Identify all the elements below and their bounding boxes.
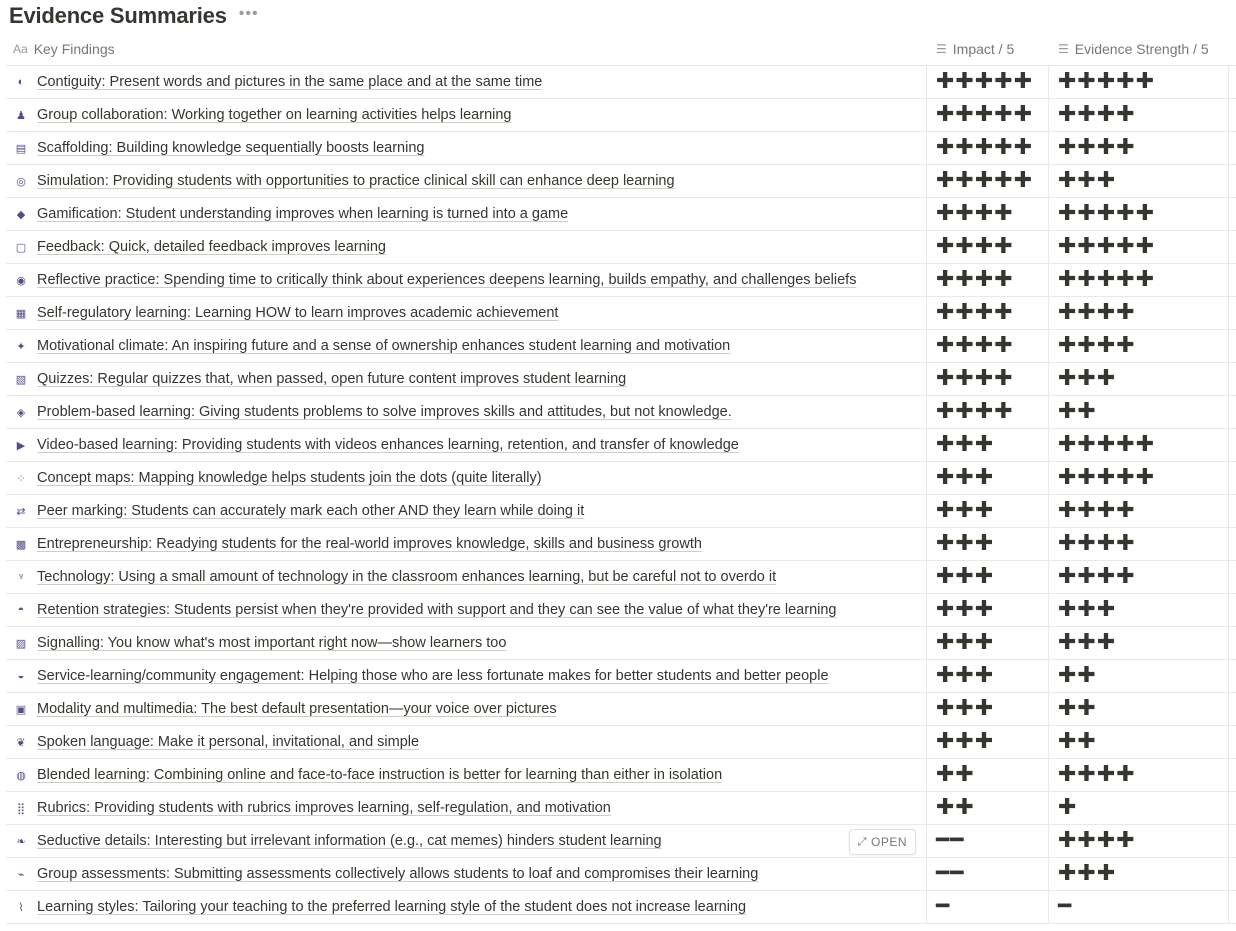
evidence-strength-cell[interactable] bbox=[1048, 363, 1229, 395]
key-finding-cell[interactable] bbox=[6, 759, 926, 791]
evidence-strength-cell[interactable] bbox=[1048, 891, 1229, 923]
page-icon: ◎ bbox=[16, 175, 26, 188]
impact-rating: ✚✚✚✚ bbox=[936, 234, 1014, 259]
impact-cell[interactable] bbox=[926, 330, 1048, 362]
impact-cell[interactable] bbox=[926, 594, 1048, 626]
key-finding-link[interactable]: Group assessments: Submitting assessments collectively allows students to loaf and compromises their learning bbox=[37, 866, 759, 882]
impact-rating: ✚✚✚ bbox=[936, 663, 995, 688]
table-row[interactable] bbox=[6, 759, 1236, 792]
impact-rating: ✚✚✚ bbox=[936, 432, 995, 457]
table-row[interactable] bbox=[6, 264, 1236, 297]
key-finding-link[interactable]: Problem-based learning: Giving students problems to solve improves skills and attitudes, but not knowledge. bbox=[37, 404, 732, 420]
impact-rating: ✚✚ bbox=[936, 795, 975, 820]
evidence-strength-cell[interactable] bbox=[1048, 660, 1229, 692]
impact-rating: ✚✚✚✚ bbox=[936, 399, 1014, 424]
page-icon: ◈ bbox=[16, 406, 26, 419]
page-icon: ◐ bbox=[17, 76, 25, 88]
page-icon: ⌁ bbox=[17, 868, 25, 881]
impact-rating: ✚✚✚ bbox=[936, 498, 995, 523]
evidence-strength-cell[interactable] bbox=[1048, 627, 1229, 659]
impact-cell[interactable] bbox=[926, 528, 1048, 560]
evidence-strength-rating: ✚✚✚✚✚ bbox=[1058, 201, 1156, 226]
key-finding-cell[interactable] bbox=[6, 132, 926, 164]
impact-rating: ✚✚✚ bbox=[936, 465, 995, 490]
evidence-strength-rating: ✚✚✚✚ bbox=[1058, 498, 1136, 523]
key-finding-link[interactable]: Simulation: Providing students with opportunities to practice clinical skill can enhance deep learning bbox=[37, 173, 675, 189]
table-row[interactable] bbox=[6, 198, 1236, 231]
evidence-strength-rating: ✚✚✚ bbox=[1058, 366, 1117, 391]
key-finding-cell[interactable] bbox=[6, 627, 926, 659]
key-finding-cell[interactable] bbox=[6, 726, 926, 758]
evidence-strength-cell[interactable] bbox=[1048, 792, 1229, 824]
table-row[interactable] bbox=[6, 429, 1236, 462]
table-row[interactable] bbox=[6, 363, 1236, 396]
page-icon: ▣ bbox=[15, 703, 27, 716]
impact-rating: ━ bbox=[936, 894, 951, 919]
table-row[interactable] bbox=[6, 132, 1236, 165]
impact-cell[interactable] bbox=[926, 495, 1048, 527]
impact-rating: ✚✚✚ bbox=[936, 531, 995, 556]
impact-rating: ✚✚✚✚ bbox=[936, 366, 1014, 391]
key-finding-cell[interactable] bbox=[6, 66, 926, 98]
table-row[interactable] bbox=[6, 858, 1236, 891]
evidence-strength-cell[interactable] bbox=[1048, 264, 1229, 296]
column-header-evidence-strength[interactable] bbox=[1048, 32, 1229, 65]
key-finding-link[interactable]: Quizzes: Regular quizzes that, when passed, open future content improves student learning bbox=[37, 371, 627, 387]
impact-rating: ✚✚✚ bbox=[936, 729, 995, 754]
key-finding-link[interactable]: Feedback: Quick, detailed feedback improves learning bbox=[37, 239, 386, 255]
table-row[interactable] bbox=[6, 693, 1236, 726]
key-finding-link[interactable]: Gamification: Student understanding improves when learning is turned into a game bbox=[37, 206, 569, 222]
table-row[interactable] bbox=[6, 528, 1236, 561]
column-label: Impact / 5 bbox=[952, 40, 1015, 57]
impact-cell[interactable] bbox=[926, 561, 1048, 593]
page-icon: ✦ bbox=[16, 340, 26, 353]
evidence-strength-cell[interactable] bbox=[1048, 825, 1229, 857]
impact-rating: ━━ bbox=[936, 828, 965, 853]
key-finding-link[interactable]: Reflective practice: Spending time to critically think about experiences deepens learning, builds empathy, and challenges beliefs bbox=[37, 272, 857, 288]
key-finding-link[interactable]: Motivational climate: An inspiring future and a sense of ownership enhances student learning and motivation bbox=[37, 338, 731, 354]
evidence-strength-rating: ✚✚✚✚ bbox=[1058, 828, 1136, 853]
impact-cell[interactable] bbox=[926, 792, 1048, 824]
impact-cell[interactable] bbox=[926, 858, 1048, 890]
impact-rating: ✚✚✚ bbox=[936, 696, 995, 721]
key-finding-link[interactable]: Retention strategies: Students persist when they're provided with support and they can see the value of what they're learning bbox=[37, 602, 837, 618]
evidence-strength-rating: ✚✚✚✚ bbox=[1058, 300, 1136, 325]
evidence-strength-cell[interactable] bbox=[1048, 297, 1229, 329]
impact-rating: ✚✚✚✚ bbox=[936, 333, 1014, 358]
impact-cell[interactable] bbox=[926, 66, 1048, 98]
evidence-strength-rating: ✚✚✚ bbox=[1058, 630, 1117, 655]
table-row[interactable] bbox=[6, 891, 1236, 924]
key-finding-cell[interactable] bbox=[6, 561, 926, 593]
table-row[interactable] bbox=[6, 594, 1236, 627]
text-lines-icon: ☰ bbox=[1058, 41, 1069, 56]
impact-cell[interactable] bbox=[926, 297, 1048, 329]
page-icon: ⌇ bbox=[18, 901, 24, 914]
text-lines-icon: ☰ bbox=[936, 41, 947, 56]
table-row[interactable] bbox=[6, 99, 1236, 132]
evidence-strength-rating: ✚✚✚✚✚ bbox=[1058, 234, 1156, 259]
key-finding-cell[interactable] bbox=[6, 858, 926, 890]
impact-rating: ✚✚✚ bbox=[936, 630, 995, 655]
table-row[interactable] bbox=[6, 825, 1236, 858]
impact-cell[interactable] bbox=[926, 132, 1048, 164]
evidence-strength-cell[interactable] bbox=[1048, 165, 1229, 197]
impact-rating: ✚✚✚ bbox=[936, 564, 995, 589]
key-finding-cell[interactable] bbox=[6, 231, 926, 263]
evidence-strength-cell[interactable] bbox=[1048, 594, 1229, 626]
table-row[interactable] bbox=[6, 660, 1236, 693]
evidence-strength-cell[interactable] bbox=[1048, 528, 1229, 560]
key-finding-link[interactable]: Seductive details: Interesting but irrelevant information (e.g., cat memes) hinders student learning bbox=[37, 833, 662, 849]
key-finding-link[interactable]: Blended learning: Combining online and face-to-face instruction is better for learning than either in isolation bbox=[37, 767, 723, 783]
impact-rating: ✚✚✚✚✚ bbox=[936, 135, 1034, 160]
page-icon: ♆ bbox=[16, 571, 26, 583]
key-finding-cell[interactable] bbox=[6, 297, 926, 329]
impact-cell[interactable] bbox=[926, 429, 1048, 461]
key-finding-link[interactable]: Group collaboration: Working together on learning activities helps learning bbox=[37, 107, 512, 123]
key-finding-cell[interactable] bbox=[6, 429, 926, 461]
open-label: OPEN bbox=[870, 835, 907, 849]
table-row[interactable] bbox=[6, 462, 1236, 495]
key-finding-link[interactable]: Contiguity: Present words and pictures in the same place and at the same time bbox=[37, 74, 543, 90]
impact-cell[interactable] bbox=[926, 759, 1048, 791]
key-finding-link[interactable]: Modality and multimedia: The best default presentation—your voice over pictures bbox=[37, 701, 557, 717]
table-body bbox=[6, 66, 1236, 924]
evidence-strength-rating: ✚✚✚✚✚ bbox=[1058, 267, 1156, 292]
impact-cell[interactable] bbox=[926, 231, 1048, 263]
table-row[interactable] bbox=[6, 297, 1236, 330]
evidence-strength-rating: ✚✚✚✚✚ bbox=[1058, 69, 1156, 94]
column-label: Key Findings bbox=[33, 40, 115, 57]
key-finding-cell[interactable] bbox=[6, 99, 926, 131]
key-finding-cell[interactable] bbox=[6, 594, 926, 626]
page-icon: ▶ bbox=[16, 439, 26, 452]
impact-cell[interactable] bbox=[926, 264, 1048, 296]
table-row[interactable] bbox=[6, 561, 1236, 594]
expand-icon: ⤢ bbox=[857, 835, 867, 848]
database-table bbox=[6, 32, 1236, 924]
evidence-strength-rating: ✚✚✚✚✚ bbox=[1058, 465, 1156, 490]
evidence-strength-rating: ✚✚✚✚ bbox=[1058, 564, 1136, 589]
impact-cell[interactable] bbox=[926, 198, 1048, 230]
impact-cell[interactable] bbox=[926, 693, 1048, 725]
page-icon: ⣿ bbox=[16, 802, 26, 815]
key-finding-cell[interactable] bbox=[6, 660, 926, 692]
evidence-strength-cell[interactable] bbox=[1048, 330, 1229, 362]
page-icon: ◒ bbox=[17, 670, 25, 682]
evidence-strength-rating: ✚✚ bbox=[1058, 663, 1097, 688]
column-header-impact[interactable] bbox=[926, 32, 1048, 65]
table-row[interactable] bbox=[6, 165, 1236, 198]
evidence-strength-rating: ✚✚✚✚ bbox=[1058, 762, 1136, 787]
page-icon: ▦ bbox=[15, 307, 27, 320]
page-icon: ⇄ bbox=[16, 505, 26, 518]
impact-cell[interactable] bbox=[926, 627, 1048, 659]
page-title: Evidence Summaries bbox=[9, 3, 227, 28]
ellipsis-icon[interactable]: ••• bbox=[238, 5, 259, 22]
evidence-strength-rating: ✚✚ bbox=[1058, 696, 1097, 721]
key-finding-cell[interactable] bbox=[6, 264, 926, 296]
key-finding-link[interactable]: Peer marking: Students can accurately mark each other AND they learn while doing it bbox=[37, 503, 585, 519]
evidence-strength-cell[interactable] bbox=[1048, 726, 1229, 758]
key-finding-cell[interactable] bbox=[6, 693, 926, 725]
key-finding-cell[interactable] bbox=[6, 396, 926, 428]
impact-cell[interactable] bbox=[926, 396, 1048, 428]
page-icon: ▧ bbox=[15, 373, 27, 386]
impact-cell[interactable] bbox=[926, 99, 1048, 131]
evidence-strength-rating: ✚✚✚ bbox=[1058, 168, 1117, 193]
key-finding-link[interactable]: Entrepreneurship: Readying students for the real-world improves knowledge, skills and business growth bbox=[37, 536, 702, 552]
impact-rating: ✚✚✚✚✚ bbox=[936, 102, 1034, 127]
key-finding-link[interactable]: Self-regulatory learning: Learning HOW to learn improves academic achievement bbox=[37, 305, 559, 321]
evidence-strength-cell[interactable] bbox=[1048, 66, 1229, 98]
key-finding-cell[interactable] bbox=[6, 528, 926, 560]
page-icon: ▢ bbox=[15, 241, 27, 254]
evidence-strength-cell[interactable] bbox=[1048, 561, 1229, 593]
table-row[interactable] bbox=[6, 66, 1236, 99]
impact-cell[interactable] bbox=[926, 726, 1048, 758]
evidence-strength-cell[interactable] bbox=[1048, 132, 1229, 164]
evidence-strength-cell[interactable] bbox=[1048, 429, 1229, 461]
table-row[interactable] bbox=[6, 495, 1236, 528]
table-row[interactable] bbox=[6, 726, 1236, 759]
key-finding-link[interactable]: Service-learning/community engagement: Helping those who are less fortunate makes for better students and better people bbox=[37, 668, 829, 684]
evidence-strength-rating: ✚✚ bbox=[1058, 729, 1097, 754]
column-header-key-findings[interactable] bbox=[6, 32, 926, 65]
evidence-strength-rating: ✚✚✚✚✚ bbox=[1058, 432, 1156, 457]
impact-rating: ✚✚✚ bbox=[936, 597, 995, 622]
key-finding-cell[interactable] bbox=[6, 363, 926, 395]
key-finding-link[interactable]: Rubrics: Providing students with rubrics improves learning, self-regulation, and motivation bbox=[37, 800, 611, 816]
key-finding-cell[interactable] bbox=[6, 891, 926, 923]
title-property-icon: Aa bbox=[13, 41, 28, 56]
table-row[interactable] bbox=[6, 396, 1236, 429]
key-finding-link[interactable]: Scaffolding: Building knowledge sequentially boosts learning bbox=[37, 140, 425, 156]
key-finding-cell[interactable] bbox=[6, 198, 926, 230]
impact-cell[interactable] bbox=[926, 891, 1048, 923]
page-icon: ◆ bbox=[16, 208, 26, 221]
evidence-strength-rating: ✚✚✚✚ bbox=[1058, 333, 1136, 358]
key-finding-cell[interactable] bbox=[6, 330, 926, 362]
evidence-strength-rating: ✚✚✚✚ bbox=[1058, 135, 1136, 160]
key-finding-cell[interactable] bbox=[6, 462, 926, 494]
evidence-strength-cell[interactable] bbox=[1048, 759, 1229, 791]
column-label: Evidence Strength / 5 bbox=[1074, 40, 1209, 57]
evidence-strength-cell[interactable] bbox=[1048, 462, 1229, 494]
page-icon: ❦ bbox=[16, 736, 26, 749]
table-row[interactable] bbox=[6, 627, 1236, 660]
impact-cell[interactable] bbox=[926, 363, 1048, 395]
impact-rating: ✚✚✚✚✚ bbox=[936, 168, 1034, 193]
table-row[interactable] bbox=[6, 231, 1236, 264]
key-finding-cell[interactable] bbox=[6, 792, 926, 824]
impact-rating: ✚✚✚✚ bbox=[936, 201, 1014, 226]
evidence-strength-rating: ✚✚ bbox=[1058, 399, 1097, 424]
evidence-strength-cell[interactable] bbox=[1048, 99, 1229, 131]
page-header bbox=[9, 2, 259, 30]
evidence-strength-rating: ━ bbox=[1058, 894, 1073, 919]
impact-cell[interactable] bbox=[926, 462, 1048, 494]
page-icon: ▤ bbox=[15, 142, 27, 155]
impact-cell[interactable] bbox=[926, 165, 1048, 197]
impact-rating: ✚✚✚✚✚ bbox=[936, 69, 1034, 94]
key-finding-cell[interactable] bbox=[6, 165, 926, 197]
key-finding-cell[interactable] bbox=[6, 495, 926, 527]
impact-rating: ━━ bbox=[936, 861, 965, 886]
impact-rating: ✚✚✚✚ bbox=[936, 300, 1014, 325]
evidence-strength-rating: ✚✚✚✚ bbox=[1058, 102, 1136, 127]
evidence-strength-rating: ✚✚✚ bbox=[1058, 861, 1117, 886]
page-icon: ⁘ bbox=[16, 472, 26, 485]
impact-cell[interactable] bbox=[926, 660, 1048, 692]
page-icon: ◉ bbox=[16, 274, 26, 287]
page-icon: ▩ bbox=[15, 538, 27, 551]
evidence-strength-cell[interactable] bbox=[1048, 198, 1229, 230]
key-finding-link[interactable]: Spoken language: Make it personal, invitational, and simple bbox=[37, 734, 420, 750]
page-icon: ▨ bbox=[15, 637, 27, 650]
evidence-strength-cell[interactable] bbox=[1048, 858, 1229, 890]
table-row[interactable] bbox=[6, 330, 1236, 363]
evidence-strength-cell[interactable] bbox=[1048, 693, 1229, 725]
key-finding-link[interactable]: Technology: Using a small amount of technology in the classroom enhances learning, but be careful not to overdo it bbox=[37, 569, 777, 585]
key-finding-cell[interactable] bbox=[6, 825, 926, 857]
evidence-strength-rating: ✚ bbox=[1058, 795, 1078, 820]
key-finding-link[interactable]: Video-based learning: Providing students with videos enhances learning, retention, and transfer of knowledge bbox=[37, 437, 739, 453]
key-finding-link[interactable]: Concept maps: Mapping knowledge helps students join the dots (quite literally) bbox=[37, 470, 542, 486]
page-icon: ◓ bbox=[17, 604, 25, 616]
impact-rating: ✚✚ bbox=[936, 762, 975, 787]
key-finding-link[interactable]: Signalling: You know what's most important right now—show learners too bbox=[37, 635, 507, 651]
evidence-strength-cell[interactable] bbox=[1048, 231, 1229, 263]
evidence-strength-rating: ✚✚✚ bbox=[1058, 597, 1117, 622]
page-icon: ◍ bbox=[16, 769, 26, 782]
evidence-strength-cell[interactable] bbox=[1048, 495, 1229, 527]
page-icon: ♟ bbox=[16, 109, 26, 122]
key-finding-link[interactable]: Learning styles: Tailoring your teaching to the preferred learning style of the student does not increase learning bbox=[37, 899, 747, 915]
page-icon: ❧ bbox=[16, 835, 26, 848]
impact-cell[interactable] bbox=[926, 825, 1048, 857]
open-page-button[interactable] bbox=[849, 829, 916, 855]
table-header bbox=[6, 32, 1236, 66]
impact-rating: ✚✚✚✚ bbox=[936, 267, 1014, 292]
evidence-strength-rating: ✚✚✚✚ bbox=[1058, 531, 1136, 556]
evidence-strength-cell[interactable] bbox=[1048, 396, 1229, 428]
table-row[interactable] bbox=[6, 792, 1236, 825]
